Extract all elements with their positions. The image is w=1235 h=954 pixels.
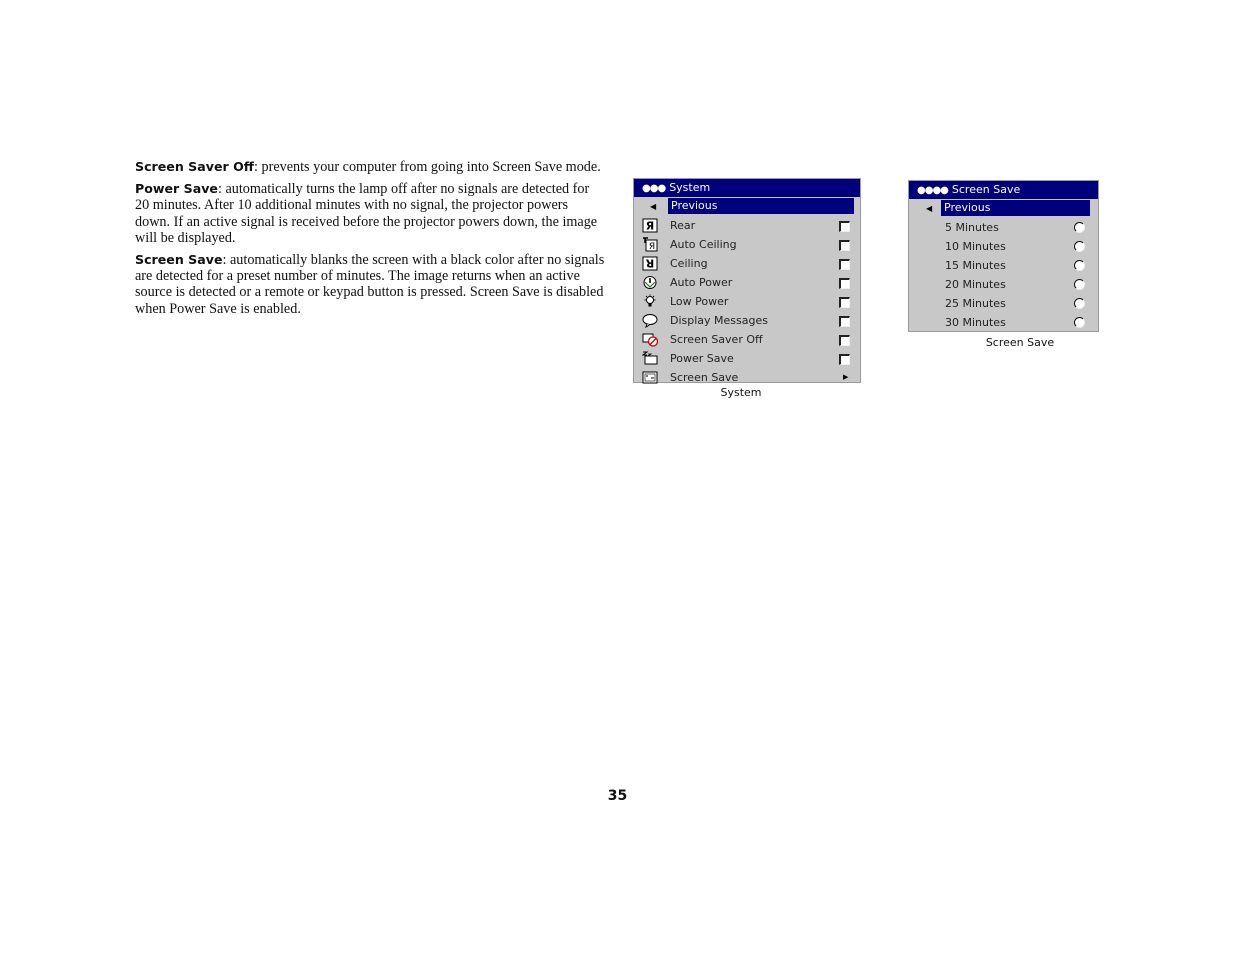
term: Power Save xyxy=(135,181,218,197)
option-label: 15 Minutes xyxy=(945,259,1006,272)
menu-item-label: Power Save xyxy=(670,352,734,365)
menu-item-label: Auto Power xyxy=(670,276,733,289)
menu-title-bar xyxy=(909,181,1098,199)
option-radio[interactable] xyxy=(1074,298,1085,309)
menu-item-rear[interactable] xyxy=(634,216,860,235)
page-number: 35 xyxy=(607,788,628,804)
svg-text:Я: Я xyxy=(645,219,655,233)
display-messages-checkbox[interactable] xyxy=(839,316,850,327)
option-30-minutes[interactable] xyxy=(909,313,1098,332)
speech-bubble-icon xyxy=(642,313,658,328)
body-text xyxy=(135,159,605,323)
svg-text:R: R xyxy=(645,256,655,270)
menu-item-screen-saver-off[interactable] xyxy=(634,330,860,349)
option-label: 20 Minutes xyxy=(945,278,1006,291)
menu-item-auto-ceiling[interactable] xyxy=(634,235,860,254)
paragraph-screen-save xyxy=(135,252,605,317)
option-label: 10 Minutes xyxy=(945,240,1006,253)
option-10-minutes[interactable] xyxy=(909,237,1098,256)
auto-ceiling-icon xyxy=(642,237,658,252)
menu-title-bar xyxy=(634,179,860,197)
menu-item-label: Previous xyxy=(668,198,854,214)
option-25-minutes[interactable] xyxy=(909,294,1098,313)
menu-item-label: Screen Saver Off xyxy=(670,333,763,346)
menu-title: System xyxy=(669,181,711,194)
menu-item-screen-save[interactable] xyxy=(634,368,860,387)
screen-save-menu-caption: Screen Save xyxy=(985,336,1055,349)
option-radio[interactable] xyxy=(1074,260,1085,271)
option-radio[interactable] xyxy=(1074,279,1085,290)
option-radio[interactable] xyxy=(1074,317,1085,328)
menu-item-previous[interactable] xyxy=(909,199,1098,218)
definition: : automatically blanks the screen with a black color after no signals are detected for a preset number of minutes. The image returns when an active source is detected or a remote or keypad button is pressed. Screen Save is disabled when Power Save is enabled. xyxy=(135,252,605,317)
menu-item-label: Previous xyxy=(941,200,1090,216)
menu-title: Screen Save xyxy=(951,183,1021,196)
menu-level-dots: ●●●● xyxy=(917,185,948,196)
option-radio[interactable] xyxy=(1074,241,1085,252)
menu-item-label: Screen Save xyxy=(670,371,739,384)
screen-saver-off-icon xyxy=(642,332,658,347)
rear-checkbox[interactable] xyxy=(839,221,850,232)
auto-power-checkbox[interactable] xyxy=(839,278,850,289)
term: Screen Saver Off xyxy=(135,159,255,174)
menu-item-label: Low Power xyxy=(670,295,729,308)
back-arrow-icon: ◀ xyxy=(926,204,933,213)
power-save-checkbox[interactable] xyxy=(839,354,850,365)
low-power-checkbox[interactable] xyxy=(839,297,850,308)
menu-item-ceiling[interactable] xyxy=(634,254,860,273)
menu-item-label: Display Messages xyxy=(670,314,768,327)
menu-item-label: Ceiling xyxy=(670,257,708,270)
menu-item-low-power[interactable] xyxy=(634,292,860,311)
option-label: 25 Minutes xyxy=(945,297,1006,310)
menu-item-previous[interactable] xyxy=(634,197,860,216)
screen-save-menu xyxy=(908,180,1099,332)
menu-item-label: Auto Ceiling xyxy=(670,238,737,251)
rear-icon xyxy=(642,218,658,233)
menu-item-display-messages[interactable] xyxy=(634,311,860,330)
option-15-minutes[interactable] xyxy=(909,256,1098,275)
menu-level-dots: ●●● xyxy=(642,183,666,194)
ceiling-icon xyxy=(642,256,658,271)
system-menu-caption: System xyxy=(720,386,762,399)
option-20-minutes[interactable] xyxy=(909,275,1098,294)
option-radio[interactable] xyxy=(1074,222,1085,233)
svg-text:Я: Я xyxy=(648,242,656,252)
screen-saver-off-checkbox[interactable] xyxy=(839,335,850,346)
menu-item-auto-power[interactable] xyxy=(634,273,860,292)
paragraph-screen-saver-off xyxy=(135,159,605,175)
definition: : prevents your computer from going into Screen Save mode. xyxy=(254,159,601,175)
definition: : automatically turns the lamp off after no signals are detected for 20 minutes. After 10 additional minutes with no signal, the projector powers down. If an active signal is received before the projector powers down, the image will be displayed. xyxy=(135,181,598,246)
menu-item-power-save[interactable] xyxy=(634,349,860,368)
auto-power-icon xyxy=(642,275,658,290)
ceiling-checkbox[interactable] xyxy=(839,259,850,270)
term: Screen Save xyxy=(135,252,223,268)
option-label: 5 Minutes xyxy=(945,221,999,234)
option-label: 30 Minutes xyxy=(945,316,1006,329)
system-menu xyxy=(633,178,861,383)
back-arrow-icon: ◀ xyxy=(650,202,657,211)
power-save-icon xyxy=(642,351,658,366)
screen-save-icon xyxy=(642,370,658,385)
lamp-icon xyxy=(642,294,658,309)
submenu-arrow-icon: ▶ xyxy=(843,373,849,381)
option-5-minutes[interactable] xyxy=(909,218,1098,237)
menu-item-label: Rear xyxy=(670,219,696,232)
auto-ceiling-checkbox[interactable] xyxy=(839,240,850,251)
paragraph-power-save xyxy=(135,181,605,246)
